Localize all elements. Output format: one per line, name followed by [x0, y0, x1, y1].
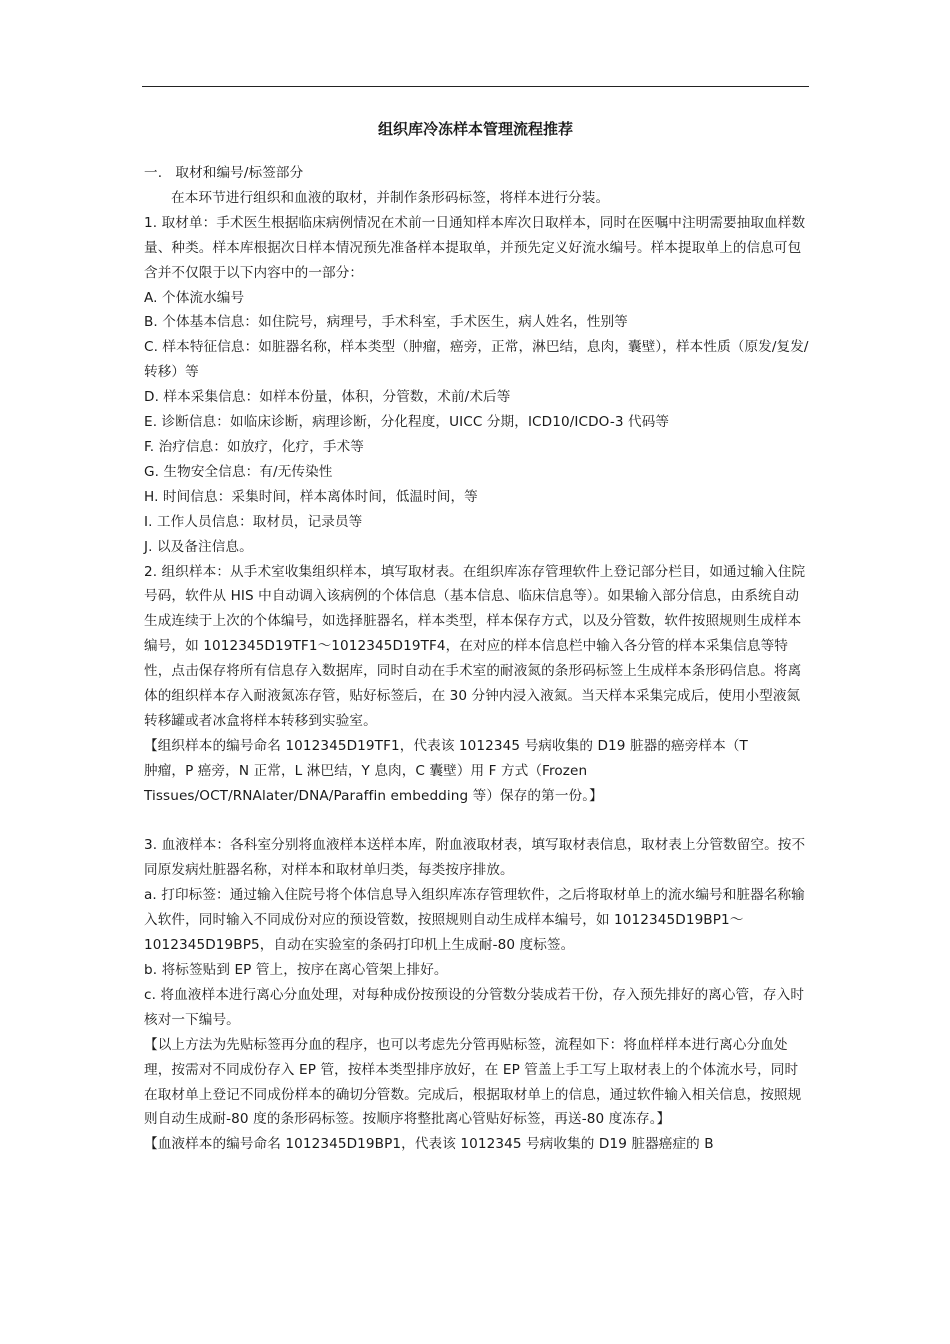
blank-line: [144, 809, 810, 834]
list-item-b: B. 个体基本信息：如住院号，病理号，手术科室，手术医生，病人姓名，性别等: [144, 314, 628, 331]
note-blood-naming: 【血液样本的编号命名 1012345D19BP1，代表该 1012345 号病收集的 D19 脏器癌症的 B: [144, 1136, 714, 1153]
note-alternative-procedure: 【以上方法为先贴标签再分血的程序，也可以考虑先分管再贴标签，流程如下：将血样样本进行离心分血处理，按需对不同成份存入 EP 管，按样本类型排序放好，在 EP 管盖上手工写上取材表上的个体流水号，同时在取材单上登记不同成份样本的确切分管数。完成后，根据取材单上的信息，通过软件输入相关信息，按照规则自动生成耐-80 度的条形码标签。按顺序将整批离心管贴好标签，再送-80 度冻存。】: [144, 1036, 802, 1128]
list-item-attach-label: b. 将标签贴到 EP 管上，按序在离心管架上排好。: [144, 961, 448, 978]
list-item-f: F. 治疗信息：如放疗，化疗，手术等: [144, 438, 364, 455]
document-body: [144, 161, 810, 1157]
section-heading-1: 一. 取材和编号/标签部分: [144, 165, 304, 181]
note-tissue-naming: 【组织样本的编号命名 1012345D19TF1，代表该 1012345 号病收集的 D19 脏器的癌旁样本（T: [144, 737, 748, 754]
list-item-c: C. 样本特征信息：如脏器名称，样本类型（肿瘤，癌旁，正常，淋巴结，息肉，囊壁），样本性质（原发/复发/转移）等: [144, 339, 809, 381]
paragraph-sampling-sheet: 1. 取材单：手术医生根据临床病例情况在术前一日通知样本库次日取样本，同时在医嘱中注明需要抽取血样数量、种类。样本库根据次日样本情况预先准备样本提取单，并预先定义好流水编号。样本提取单上的信息可包含并不仅限于以下内容中的一部分：: [144, 214, 806, 281]
header-rule: [142, 86, 809, 87]
list-item-j: J. 以及备注信息。: [144, 538, 253, 555]
list-item-h: H. 时间信息：采集时间，样本离体时间，低温时间，等: [144, 488, 478, 505]
list-item-e: E. 诊断信息：如临床诊断，病理诊断，分化程度，UICC 分期，ICD10/ICDO-3 代码等: [144, 414, 670, 431]
paragraph-tissue-sample: 2. 组织样本：从手术室收集组织样本，填写取材表。在组织库冻存管理软件上登记部分栏目，如通过输入住院号码，软件从 HIS 中自动调入该病例的个体信息（基本信息、临床信息等）。如果输入部分信息，由系统自动生成连续于上次的个体编号，如选择脏器名，样本类型，样本保存方式，以及分管数，软件按照规则生成样本编号，如 1012345D19TF1～1012345D19TF4，在对应的样本信息栏中输入各分管的样本采集信息等特性，点击保存将所有信息存入数据库，同时自动在手术室的耐液氮的条形码标签上生成样本条形码信息。将离体的组织样本存入耐液氮冻存管，贴好标签后，在 30 分钟内浸入液氮。当天样本采集完成后，使用小型液氮转移罐或者冰盒将样本转移到实验室。: [144, 563, 806, 729]
list-item-centrifuge: c. 将血液样本进行离心分血处理，对每种成份按预设的分管数分装成若干份，存入预先排好的离心管，存入时核对一下编号。: [144, 986, 805, 1028]
list-item-a: A. 个体流水编号: [144, 289, 245, 306]
list-item-i: I. 工作人员信息：取材员，记录员等: [144, 513, 363, 530]
document-title: 组织库冷冻样本管理流程推荐: [377, 120, 573, 138]
note-tissue-naming-cont: 肿瘤，P 癌旁，N 正常，L 淋巴结，Y 息肉，C 囊壁）用 F 方式（Frozen Tissues/OCT/RNAlater/DNA/Paraffin embedding 等）保存的第一份。】: [144, 762, 603, 804]
paragraph-blood-sample: 3. 血液样本：各科室分别将血液样本送样本库，附血液取材表，填写取材表信息，取材表上分管数留空。按不同原发病灶脏器名称，对样本和取材单归类，每类按序排放。: [144, 837, 806, 879]
section-intro: 在本环节进行组织和血液的取材，并制作条形码标签，将样本进行分装。: [171, 189, 610, 206]
list-item-print-label: a. 打印标签：通过输入住院号将个体信息导入组织库冻存管理软件，之后将取材单上的流水编号和脏器名称输入软件，同时输入不同成份对应的预设管数，按照规则自动生成样本编号，如 1012345D19BP1～1012345D19BP5，自动在实验室的条码打印机上生成耐-80 度标签。: [144, 887, 805, 954]
list-item-g: G. 生物安全信息：有/无传染性: [144, 463, 333, 480]
list-item-d: D. 样本采集信息：如样本份量，体积，分管数，术前/术后等: [144, 389, 511, 406]
